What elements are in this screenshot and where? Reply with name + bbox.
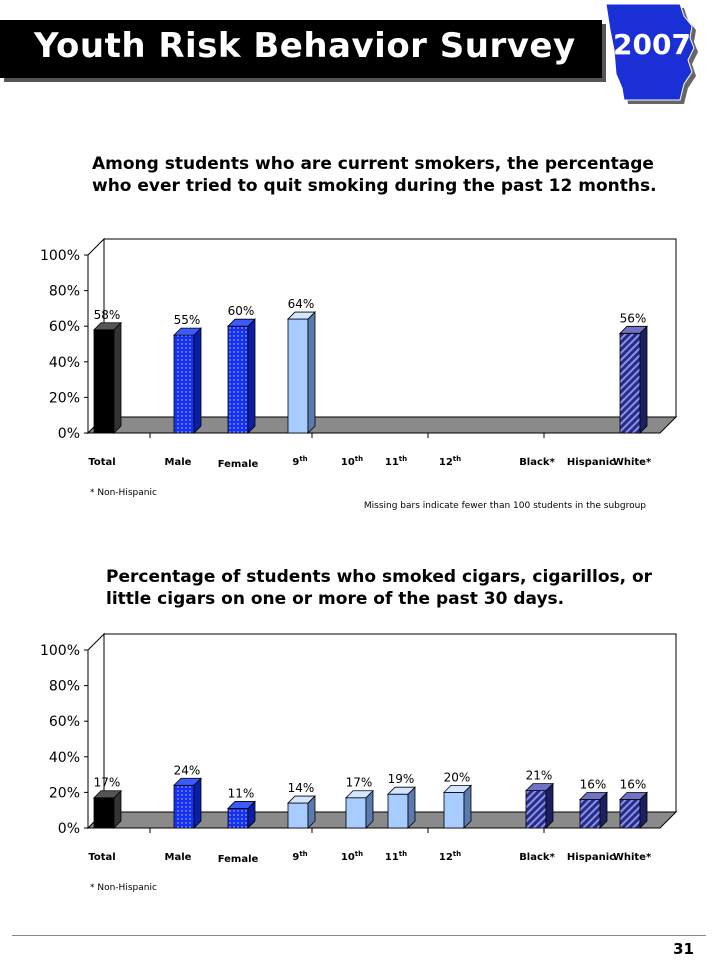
category-label: Female bbox=[217, 459, 259, 470]
category-label: 11th bbox=[384, 850, 408, 863]
y-tick-label: 20% bbox=[48, 785, 80, 802]
bar bbox=[94, 323, 121, 433]
category-label: 11th bbox=[384, 455, 408, 468]
category-label: 12th bbox=[438, 455, 462, 468]
data-label: 56% bbox=[619, 311, 647, 326]
y-tick-label: 80% bbox=[48, 283, 80, 300]
bar bbox=[526, 784, 553, 828]
y-tick-label: 60% bbox=[48, 319, 80, 336]
category-label: 9th bbox=[292, 850, 308, 863]
footnote: * Non-Hispanic bbox=[90, 488, 157, 498]
category-label: 9th bbox=[292, 455, 308, 468]
y-tick-label: 100% bbox=[39, 248, 80, 264]
chart-1-title: Among students who are current smokers, the percentage who ever tried to quit smoking during the past 12 months. bbox=[92, 154, 657, 196]
category-label: Total bbox=[88, 457, 116, 468]
data-label: 14% bbox=[287, 781, 315, 796]
data-label: 16% bbox=[619, 777, 647, 792]
y-tick-label: 40% bbox=[48, 354, 80, 371]
page-number: 31 bbox=[673, 940, 694, 958]
chart-2-title: Percentage of students who smoked cigars, cigarillos, or little cigars on one or more of the past 30 days. bbox=[106, 567, 653, 609]
data-label: 55% bbox=[173, 313, 201, 328]
chart-quit-smoking bbox=[0, 230, 720, 520]
bar bbox=[346, 791, 373, 828]
bar bbox=[228, 801, 255, 828]
data-label: 17% bbox=[345, 775, 373, 790]
category-label: 10th bbox=[340, 850, 364, 863]
year-badge: 2007 bbox=[613, 28, 691, 61]
bar bbox=[288, 796, 315, 828]
data-label: 64% bbox=[287, 297, 315, 312]
category-label: 12th bbox=[438, 850, 462, 863]
data-label: 24% bbox=[173, 763, 201, 778]
category-label: Total bbox=[88, 852, 116, 863]
bar bbox=[288, 312, 315, 433]
category-label: White* bbox=[612, 852, 652, 863]
footer-divider bbox=[12, 935, 706, 936]
y-tick-label: 60% bbox=[48, 714, 80, 731]
footnote: * Non-Hispanic bbox=[90, 883, 157, 893]
y-tick-label: 0% bbox=[57, 426, 80, 442]
category-label: 10th bbox=[340, 455, 364, 468]
chart-cigar-use bbox=[0, 625, 720, 910]
data-label: 19% bbox=[387, 772, 415, 787]
y-tick-label: 80% bbox=[48, 678, 80, 695]
category-label: Black* bbox=[519, 457, 555, 468]
category-label: Hispanic bbox=[566, 457, 616, 468]
data-label: 17% bbox=[93, 775, 121, 790]
category-label: Hispanic bbox=[566, 852, 616, 863]
bar bbox=[388, 787, 415, 828]
bar bbox=[620, 793, 647, 828]
bar bbox=[94, 791, 121, 828]
data-label: 21% bbox=[525, 768, 553, 783]
category-label: Male bbox=[164, 457, 192, 468]
data-label: 11% bbox=[227, 786, 255, 801]
data-label: 60% bbox=[227, 304, 255, 319]
bar bbox=[174, 328, 201, 433]
category-label: Black* bbox=[519, 852, 555, 863]
bar bbox=[620, 326, 647, 433]
bar bbox=[174, 778, 201, 828]
category-label: Female bbox=[217, 854, 259, 865]
category-label: Male bbox=[164, 852, 192, 863]
bar bbox=[444, 785, 471, 828]
y-tick-label: 0% bbox=[57, 821, 80, 837]
data-label: 20% bbox=[443, 770, 471, 785]
y-tick-label: 40% bbox=[48, 749, 80, 766]
bar bbox=[228, 319, 255, 433]
y-tick-label: 20% bbox=[48, 390, 80, 407]
y-tick-label: 100% bbox=[39, 643, 80, 659]
page-title: Youth Risk Behavior Survey bbox=[34, 26, 576, 66]
category-label: White* bbox=[612, 457, 652, 468]
chart-note: Missing bars indicate fewer than 100 students in the subgroup bbox=[363, 501, 646, 511]
bar bbox=[580, 793, 607, 828]
data-label: 16% bbox=[579, 777, 607, 792]
data-label: 58% bbox=[93, 307, 121, 322]
